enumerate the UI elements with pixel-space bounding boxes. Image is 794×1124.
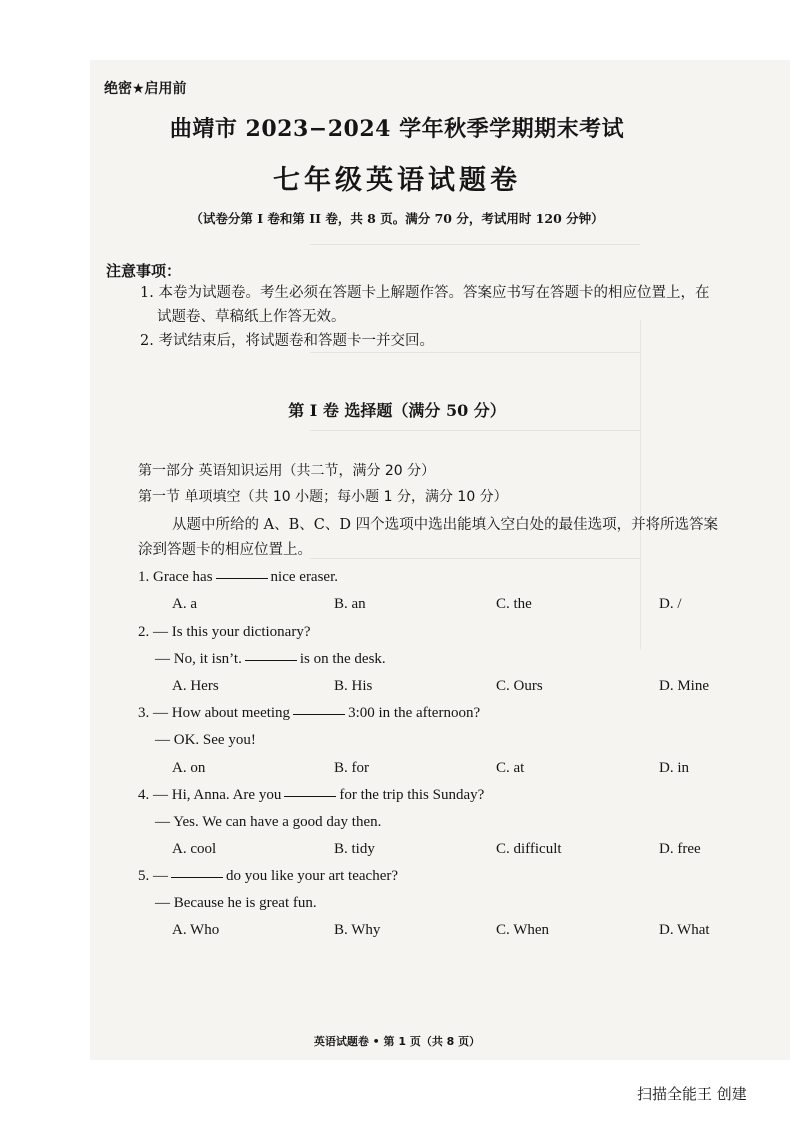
option-d: D. / [659, 596, 682, 612]
exam-title: 曲靖市 2023−2024 学年秋季学期期末考试 [169, 116, 625, 142]
notice-item-1-cont: 试题卷、草稿纸上作答无效。 [157, 309, 346, 325]
question-text: 4. — Hi, Anna. Are you [138, 787, 282, 803]
question-line [155, 895, 317, 912]
option-d: D. What [659, 922, 710, 938]
question-text: is on the desk. [299, 651, 386, 667]
question-text: 1. Grace has [138, 569, 213, 585]
option-a: A. Hers [172, 678, 219, 694]
option-c: C. difficult [496, 841, 562, 857]
question-text: do you like your art teacher? [226, 868, 399, 884]
option-b: B. for [334, 760, 369, 776]
answer-blank [245, 659, 297, 661]
question-line [138, 569, 338, 586]
part-heading: 第一部分 英语知识运用（共二节，满分 20 分） [138, 463, 436, 479]
answer-blank [293, 713, 345, 715]
option-a: A. a [172, 596, 197, 612]
question-line [138, 705, 480, 722]
answer-blank [284, 795, 336, 797]
option-d: D. in [659, 760, 689, 776]
page-footer: 英语试题卷 • 第 1 页（共 8 页） [313, 1035, 481, 1048]
question-line [155, 814, 381, 831]
notice-item-2: 2. 考试结束后，将试题卷和答题卡一并交回。 [140, 333, 434, 349]
exam-info: （试卷分第 I 卷和第 II 卷，共 8 页。满分 70 分，考试用时 120 分钟） [190, 211, 604, 226]
instruction: 从题中所给的 A、B、C、D 四个选项中选出能填入空白处的最佳选项，并将所选答案 [172, 517, 719, 533]
option-c: C. Ours [496, 678, 543, 694]
question-text: for the trip this Sunday? [339, 787, 485, 803]
option-b: B. an [334, 596, 366, 612]
option-d: D. Mine [659, 678, 709, 694]
option-b: B. His [334, 678, 373, 694]
question-line [155, 651, 386, 668]
question-text: 3:00 in the afternoon? [348, 705, 481, 721]
question-line [138, 787, 484, 804]
question-text: 5. — [138, 868, 168, 884]
option-a: A. cool [172, 841, 217, 857]
notice-item-1: 1. 本卷为试题卷。考生必须在答题卡上解题作答。答案应书写在答题卡的相应位置上，在 [140, 285, 710, 301]
answer-blank [171, 876, 223, 878]
section-heading: 第一节 单项填空（共 10 小题；每小题 1 分，满分 10 分） [138, 489, 508, 505]
question-line [138, 868, 398, 885]
question-text: 3. — How about meeting [138, 705, 291, 721]
option-c: C. the [496, 596, 532, 612]
question-text: nice eraser. [270, 569, 339, 585]
notice-heading: 注意事项： [106, 262, 182, 280]
question-text: — Yes. We can have a good day then. [155, 814, 382, 830]
option-b: B. tidy [334, 841, 375, 857]
option-c: C. at [496, 760, 525, 776]
option-c: C. When [496, 922, 550, 938]
option-d: D. free [659, 841, 701, 857]
question-text: — No, it isn’t. [155, 651, 242, 667]
paper-title: 七年级英语试题卷 [273, 165, 521, 196]
question-text: — Because he is great fun. [155, 895, 317, 911]
volume-title: 第 I 卷 选择题（满分 50 分） [288, 401, 506, 420]
confidential-label: 绝密★启用前 [104, 81, 187, 97]
question-line [155, 732, 256, 749]
answer-blank [216, 577, 268, 579]
question-line [138, 624, 310, 641]
option-a: A. Who [172, 922, 220, 938]
option-a: A. on [172, 760, 206, 776]
scanner-watermark: 扫描全能王 创建 [637, 1085, 747, 1103]
question-text: — OK. See you! [155, 732, 256, 748]
option-b: B. Why [334, 922, 381, 938]
instruction-cont: 涂到答题卡的相应位置上。 [138, 542, 312, 558]
question-text: 2. — Is this your dictionary? [138, 624, 311, 640]
